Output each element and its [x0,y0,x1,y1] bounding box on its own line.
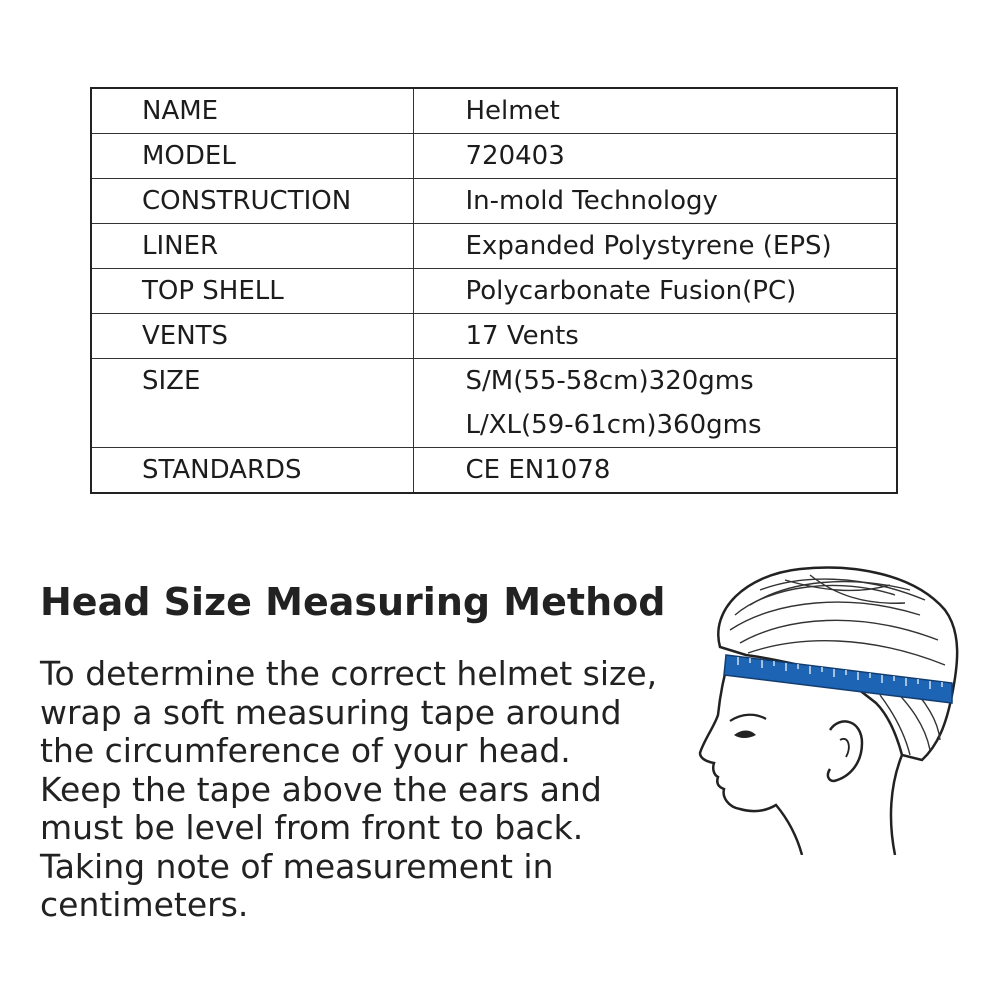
value-line: Helmet [465,96,560,126]
row-label-vents: VENTS [91,314,413,359]
ear-icon [828,721,862,781]
instruction-line: To determine the correct helmet size, [40,654,658,693]
instruction-line: the circumference of your head. [40,731,571,770]
table-row [91,448,897,494]
instruction-line: wrap a soft measuring tape around [40,692,622,732]
section-title: Head Size Measuring Method [40,580,666,624]
spec-table [90,87,898,494]
eyebrow-icon [730,715,766,721]
table-row [91,314,897,359]
instructions-text [40,655,690,925]
head-measuring-tape-icon [690,555,970,855]
face-profile-icon [700,655,802,855]
row-label-name: NAME [91,88,413,134]
instruction-line: centimeters. [40,885,249,924]
value-line: Polycarbonate Fusion(PC) [465,276,797,306]
table-row [91,269,897,314]
row-label-model: MODEL [91,134,413,179]
table-row [91,359,897,448]
row-label-construction: CONSTRUCTION [91,179,413,224]
instruction-line: Keep the tape above the ears and [40,769,602,809]
instruction-line: Taking note of measurement in [40,846,554,886]
value-line: In-mold Technology [465,186,718,216]
row-label-size: SIZE [91,359,413,448]
value-line: CE EN1078 [465,455,611,485]
value-line: L/XL(59-61cm)360gms [465,410,762,440]
table-row [91,88,897,134]
value-line: 720403 [465,141,565,171]
table-row [91,134,897,179]
value-line: Expanded Polystyrene (EPS) [465,231,832,261]
row-value-size [413,359,897,448]
row-label-liner: LINER [91,224,413,269]
row-value-construction [413,179,897,224]
row-value-name [413,88,897,134]
row-value-top-shell [413,269,897,314]
table-row [91,224,897,269]
value-line: S/M(55-58cm)320gms [465,366,754,396]
table-row [91,179,897,224]
row-value-liner [413,224,897,269]
instruction-line: must be level from front to back. [40,808,584,847]
row-value-standards [413,448,897,494]
row-label-standards: STANDARDS [91,448,413,494]
row-value-vents [413,314,897,359]
row-label-top-shell: TOP SHELL [91,269,413,314]
eye-icon [734,731,756,739]
value-line: 17 Vents [465,321,579,351]
row-value-model [413,134,897,179]
neck-icon [891,755,902,855]
